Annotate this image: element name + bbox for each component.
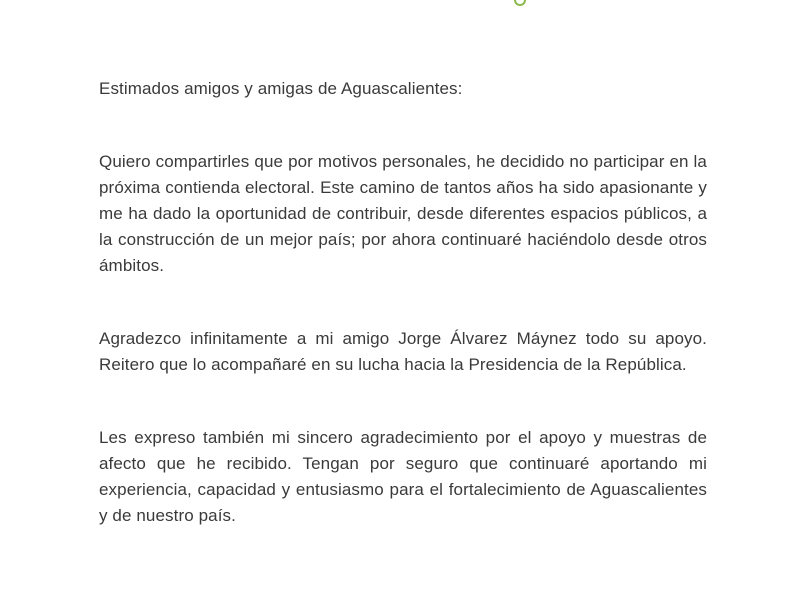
letter-paragraph-thanks: Agradezco infinitamente a mi amigo Jorge Álvarez Máynez todo su apoyo. Reitero que lo acompañaré en su lucha hacia la Presidencia de la República.	[99, 329, 707, 374]
letter-paragraph-announcement: Quiero compartirles que por motivos personales, he decidido no participar en la próxima contienda electoral. Este camino de tantos años ha sido apasionante y me ha dado la oportunidad de contribuir, desde diferentes espacios públicos, a la construcción de un mejor país; por ahora continuaré haciéndolo desde otros ámbitos.	[99, 152, 707, 275]
letter-body	[99, 76, 707, 529]
green-circle-icon	[514, 0, 526, 6]
letter-paragraph-gratitude: Les expreso también mi sincero agradecimiento por el apoyo y muestras de afecto que he recibido. Tengan por seguro que continuaré aportando mi experiencia, capacidad y entusiasmo para el fortalecimiento de Aguascalientes y de nuestro país.	[99, 428, 707, 525]
letter-greeting: Estimados amigos y amigas de Aguascalientes:	[99, 79, 463, 98]
